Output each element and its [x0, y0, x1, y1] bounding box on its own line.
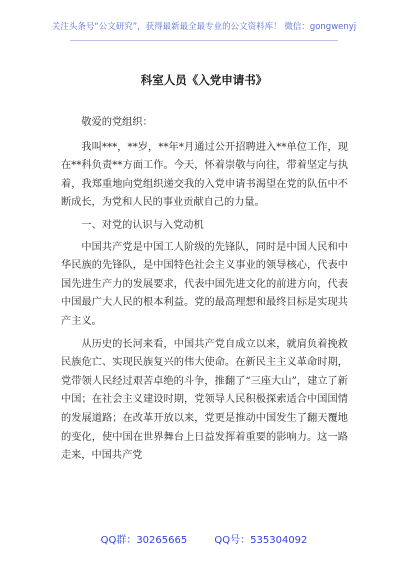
footer-contact — [0, 531, 408, 546]
document-body — [61, 114, 348, 470]
paragraph-1: 中国共产党是中国工人阶级的先锋队，同时是中国人民和中华民族的先锋队，是中国特色社会主义事业的领导核心，代表中国先进生产力的发展要求，代表中国先进文化的前进方向，代表中国最广大人民的根本利益。党的最高理想和最终目标是实现共产主义。 — [61, 241, 348, 327]
document-title: 科室人员《入党申请书》 — [140, 73, 268, 87]
paragraph-2: 从历史的长河来看，中国共产党自成立以来，就肩负着挽救民族危亡、实现民族复兴的伟大使命。在新民主主义革命时期，党带领人民经过艰苦卓绝的斗争，推翻了“三座大山”，建立了新中国；在社会主义建设时期，党领导人民积极探索适合中国国情的发展道路；在改革开放以来，党更是推动中国发生了翻天覆地的变化，使中国在世界舞台上日益发挥着重要的影响力。这一路走来，中国共产党 — [61, 338, 348, 462]
section-heading: 一、对党的认识与入党动机 — [81, 219, 204, 231]
qq-number: QQ号：535304092 — [214, 535, 308, 546]
qq-group: QQ群：30265665 — [100, 535, 188, 546]
salutation: 敬爱的党组织： — [81, 117, 153, 128]
header-divider — [70, 40, 338, 41]
header-notice: 关注头条号“公文研究”，获得最新最全最专业的公文资料库！ 微信：gongwenyj — [51, 22, 357, 32]
intro-paragraph: 我叫***，**岁，**年*月通过公开招聘进入**单位工作，现在**科负责**方面工作。今天，怀着崇敬与向往，带着坚定与执着，我郑重地向党组织递交我的入党申请书渴望在党的队伍中不断成长，为党和人民的事业贡献自己的力量。 — [61, 141, 348, 209]
